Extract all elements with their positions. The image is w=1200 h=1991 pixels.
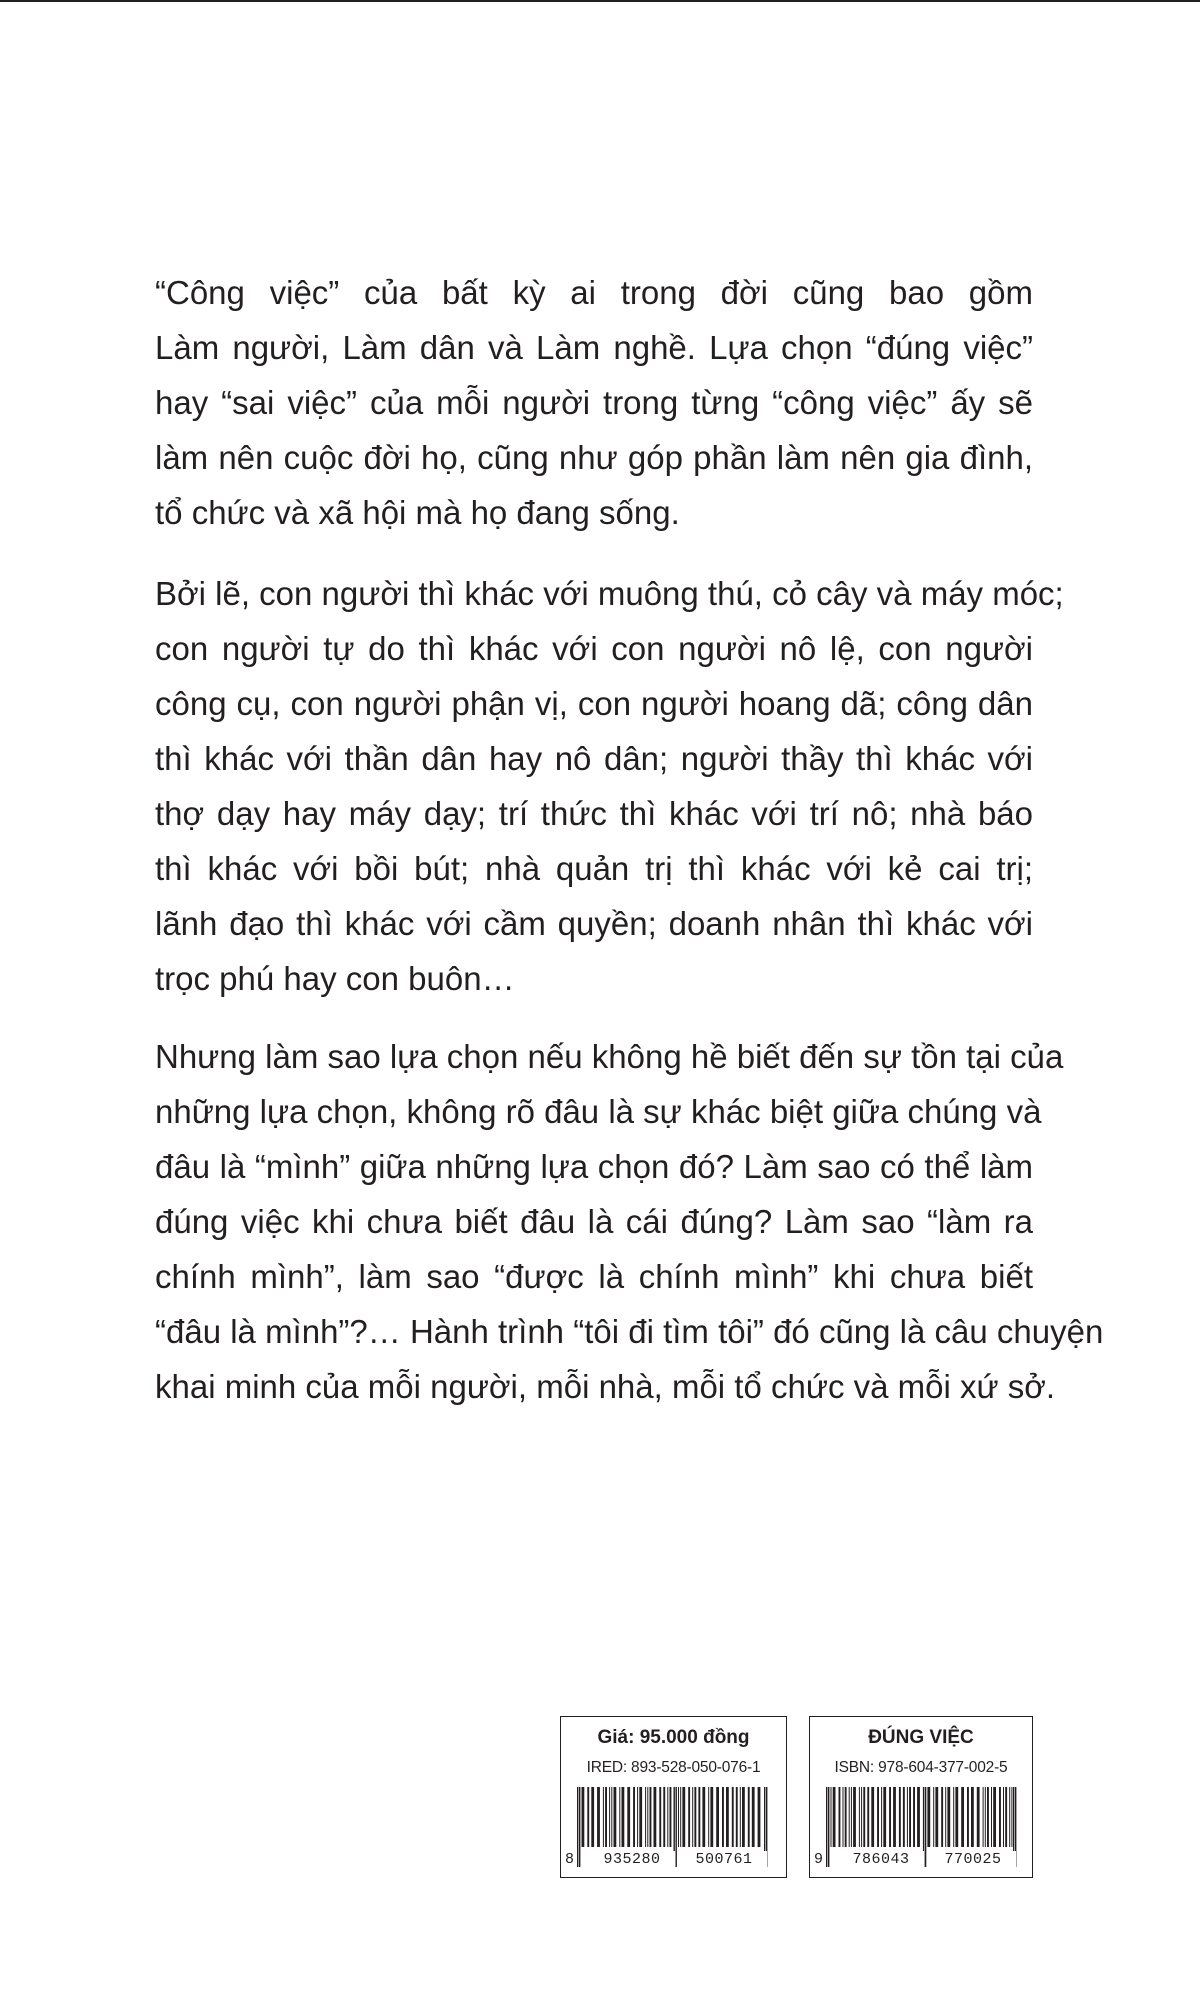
barcode-bar [909,1787,911,1847]
barcode-digits-right: 770025 [930,1851,1016,1868]
barcode-bar [987,1787,989,1847]
isbn-code: ISBN: 978-604-377-002-5 [834,1759,1008,1776]
barcode-digits [812,1849,1030,1873]
barcode-bar [871,1787,874,1847]
barcode-bar [633,1787,635,1847]
barcode-bar [977,1787,980,1847]
barcode-bar [619,1787,620,1847]
barcode-digits [563,1849,784,1873]
barcode-bar [622,1787,625,1847]
barcode-bar [659,1787,661,1847]
barcode-bar [993,1787,996,1847]
barcode-bar [710,1787,713,1847]
barcode-bar [627,1787,630,1847]
barcode-bar [971,1787,974,1847]
barcode-bar [694,1787,696,1847]
barcode-bar [881,1787,882,1847]
barcode-bar [698,1787,700,1847]
barcode-bar [955,1787,958,1847]
barcode-bar [845,1787,847,1847]
barcode-bar [935,1787,938,1847]
barcode-bar [991,1787,992,1847]
barcode-bar [983,1787,984,1847]
paragraph-line: tổ chức và xã hội mà họ đang sống. [155,494,680,531]
barcode-bar [605,1787,607,1847]
barcode-bar [650,1787,652,1847]
barcode-bar [758,1787,761,1847]
barcode-bar [611,1787,612,1847]
paragraph-line: công cụ, con người phận vị, con người hoang dã; công dân [155,685,1033,722]
barcode-bar [863,1787,865,1847]
barcode-bar [647,1787,648,1847]
barcode-bar [843,1787,844,1847]
barcode-bar [867,1787,869,1847]
barcode-bar [587,1787,589,1847]
barcode-bar [947,1787,950,1847]
top-border-rule [0,0,1200,2]
barcode-bar [839,1787,841,1847]
barcode-bar [603,1787,604,1847]
barcode-bar [597,1787,600,1847]
paragraph-1 [155,265,1033,540]
barcode-bar [716,1787,719,1847]
paragraph-line: “đâu là mình”?… Hành trình “tôi đi tìm tôi” đó cũng là câu chuyện [155,1313,1104,1350]
barcode-bar [849,1787,850,1847]
barcode-bar [859,1787,860,1847]
barcode-bar [945,1787,946,1847]
isbn-barcode-label [809,1716,1033,1878]
barcode-digits-right: 500761 [681,1851,767,1868]
barcode-bar [678,1787,679,1847]
barcode-bar [907,1787,908,1847]
barcode-bar [752,1787,755,1847]
barcode-bar [883,1787,886,1847]
barcode-bar [851,1787,852,1847]
barcode-bar [1011,1787,1012,1847]
barcode-digit-first: 9 [814,1851,824,1868]
paragraph-line: Nhưng làm sao lựa chọn nếu không hề biết đến sự tồn tại của [155,1038,1064,1075]
barcode-bar [667,1787,668,1847]
paragraph-line: khai minh của mỗi người, mỗi nhà, mỗi tổ chức và mỗi xứ sở. [155,1368,1056,1405]
paragraph-line: lãnh đạo thì khác với cầm quyền; doanh nhân thì khác với [155,905,1033,942]
barcode-bar [682,1787,685,1847]
barcode-bar [861,1787,862,1847]
paragraph-line: đúng việc khi chưa biết đâu là cái đúng? Làm sao “làm ra [155,1203,1033,1240]
barcode-bar [985,1787,986,1847]
barcode-bar [831,1787,832,1847]
barcode-bar [614,1787,617,1847]
barcode-bar [903,1787,905,1847]
barcode-digits-left: 786043 [838,1851,924,1868]
paragraph-line: trọc phú hay con buôn… [155,960,515,997]
barcode-bar [893,1787,896,1847]
barcode-bar [1005,1787,1007,1847]
barcode-bar [999,1787,1001,1847]
paragraph-line: con người tự do thì khác với con người nô lệ, con người [155,630,1033,667]
barcode-digit-first: 8 [565,1851,575,1868]
barcode-bar [639,1787,642,1847]
barcode-bar [692,1787,693,1847]
paragraph-line: hay “sai việc” của mỗi người trong từng “công việc” ấy sẽ [155,384,1033,421]
paragraph-line: làm nên cuộc đời họ, cũng như góp phần làm nên gia đình, [155,439,1033,476]
barcode-bar [740,1787,741,1847]
barcode-bar [702,1787,705,1847]
barcode-bar [582,1787,585,1847]
paragraph-line: những lựa chọn, không rõ đâu là sự khác biệt giữa chúng và [155,1093,1042,1130]
barcode-bar [722,1787,724,1847]
barcode-bar [663,1787,665,1847]
paragraph-2 [155,566,1064,1006]
paragraph-line: đâu là “mình” giữa những lựa chọn đó? Làm sao có thể làm [155,1148,1033,1185]
barcode-bar [853,1787,856,1847]
barcode-bar [961,1787,964,1847]
barcode-bar [708,1787,709,1847]
barcode-bar [742,1787,745,1847]
barcode-bar [726,1787,729,1847]
price-label: Giá: 95.000 đồng [597,1727,750,1748]
paragraph-line: Làm người, Làm dân và Làm nghề. Lựa chọn “đúng việc” [155,329,1033,366]
paragraph-line: Bởi lẽ, con người thì khác với muông thú, cỏ cây và máy móc; [155,575,1064,612]
barcode-digits-left: 935280 [589,1851,675,1868]
paragraph-line: thì khác với thần dân hay nô dân; người thầy thì khác với [155,740,1033,777]
barcode-bar [654,1787,657,1847]
ired-code: IRED: 893-528-050-076-1 [586,1759,761,1776]
barcode-bar [670,1787,672,1847]
paragraph-line: thì khác với bồi bút; nhà quản trị thì khác với kẻ cai trị; [155,850,1033,887]
barcode-bar [748,1787,750,1847]
barcode-bar [1003,1787,1004,1847]
paragraph-line: “Công việc” của bất kỳ ai trong đời cũng bao gồm [155,274,1033,311]
paragraph-line: thợ dạy hay máy dạy; trí thức thì khác với trí nô; nhà báo [155,795,1033,832]
barcode-bar [933,1787,934,1847]
barcode-bar [637,1787,638,1847]
barcode-bar [889,1787,891,1847]
book-title-label: ĐÚNG VIỆC [868,1727,974,1748]
barcode-bar [591,1787,594,1847]
barcode-bar [1009,1787,1010,1847]
price-barcode-label [560,1716,787,1878]
barcode-bar [680,1787,681,1847]
barcode-bar [913,1787,915,1847]
barcode-bar [941,1787,943,1847]
paragraph-3 [155,1029,1104,1414]
barcode-bar [732,1787,734,1847]
barcode-bar [609,1787,610,1847]
barcode-bar [688,1787,690,1847]
paragraph-line: chính mình”, làm sao “được là chính mình” khi chưa biết [155,1258,1033,1295]
barcode-bar [645,1787,646,1847]
barcode-bar [953,1787,954,1847]
barcode-bar [877,1787,879,1847]
barcode-bar [833,1787,836,1847]
barcode-bar [917,1787,920,1847]
barcode-bar [967,1787,969,1847]
barcode-bar [927,1787,930,1847]
barcode-bar [736,1787,738,1847]
barcode-bar [899,1787,901,1847]
